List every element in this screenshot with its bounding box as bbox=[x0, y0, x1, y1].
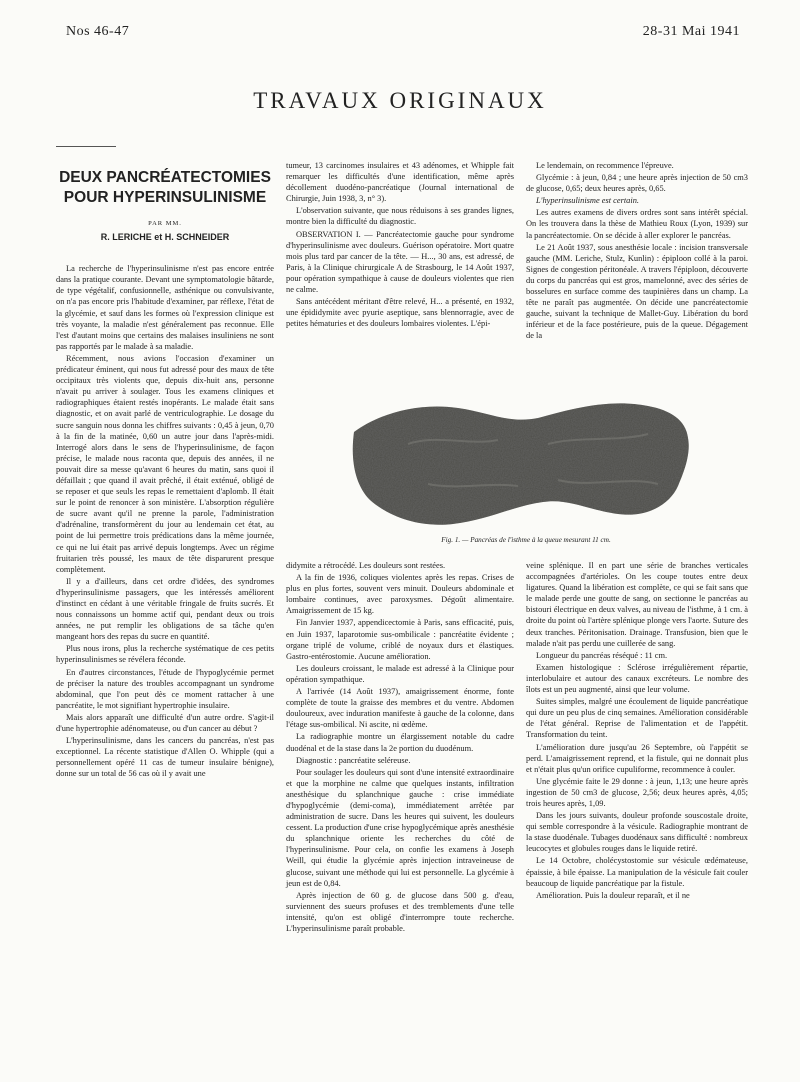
paragraph: L'hyperinsulinisme, dans les cancers du pancréas, n'est pas exceptionnel. La récente statistique d'Allen O. Whipple (qui a personnellement opéré 11 cas de tumeur insulaire bénigne), donne sur un total de 56 cas où il y avait une bbox=[56, 736, 274, 779]
figure-caption: Fig. 1. — Pancréas de l'isthme à la queue mesurant 11 cm. bbox=[441, 536, 611, 544]
paragraph: Longueur du pancréas réséqué : 11 cm. bbox=[536, 650, 668, 660]
column-1 bbox=[56, 168, 274, 781]
article-title-line-2: POUR HYPERINSULINISME bbox=[63, 189, 267, 206]
paragraph: Récemment, nous avions l'occasion d'examiner un prédicateur éminent, qui nous fut adressé pour des maux de tête occipitaux très violents que, depuis dix-huit ans, personne n'avait pu arriver à soulager. Tous les examens cliniques et radiographiques étaient restés inopérants. Le malade était sans diagnostic, et on avait parlé de ventriculographie. Le dosage du sucre sanguin nous donna les chiffres suivants : 0,45 à jeun, 0,70 à la fin de la matinée, 0,60 un autre jour dans l'après-midi. Interrogé alors dans le sens de l'hyperinsulinisme, de façon précise, le malade nous raconta que, depuis des années, il ne pouvait dire sa messe qu'avant 6 heures du matin, sans quoi il défaillait ; que quand il avait prêché, il était exténué, obligé de se reposer et que seuls les repas le remettaient d'aplomb. Il était sur le point de renoncer à son ministère. L'absorption régulière de sucre avant qu'il ne prenne la parole, l'administration d'adrénaline, transformèrent du jour au lendemain cet état, au point de lui permettre trois prédications dans la même journée, ce qui ne lui était pas arrivé depuis longtemps. Avec un régime fruitarien très poussé, les maux de tête disparurent presque complètement. bbox=[56, 353, 274, 574]
authors: R. LERICHE et H. SCHNEIDER bbox=[100, 232, 230, 243]
paragraph: Dans les jours suivants, douleur profonde souscostale droite, qui semble correspondre à la vésicule. Radiographie montrant de la stase duodénale. Tubages duodénaux sans difficulté : nombreux leucocytes et globules rouges dans le liquide retiré. bbox=[526, 811, 748, 854]
paragraph: Pour soulager les douleurs qui sont d'une intensité extraordinaire et que la morphine ne calme que quelques instants, infiltration anesthésique du splanchnique gauche : crise immédiate d'hypoglycémie (demi-coma), immédiatement arrêtée par administration de sucre. Dans les heures qui suivent, les douleurs cessent. La production d'une crise hypoglycémique après anesthésie du splanchnique oriente les recherches du côté de l'hyperinsulinisme. Pour cela, on confie les examens à Joseph Weill, qui étudie la glycémie après injection intraveineuse de glucose, suivant une méthode qui lui est personnelle. La glycémie à jeun est de 0,84. bbox=[286, 767, 514, 888]
paragraph: En d'autres circonstances, l'étude de l'hypoglycémie permet de préciser la nature des troubles accompagnant un syndrome abdominal, que l'on peut dès ce moment rattacher à une pancréatite, le mot signifiant hypertrophie insulaire. bbox=[56, 667, 274, 710]
paragraph: Le 21 Août 1937, sous anesthésie locale : incision transversale gauche (MM. Leriche, Stulz, Kunlin) : épiploon collé à la paroi. Signes de congestion péritonéale. A travers l'épiploon, découverte du corps du pancréas qui est gros, mamelonné, avec des séries de bosselures en surface comme des taupinières dans un champ. La tête ne paraît pas augmentée. On décide une pancréatectomie gauche, suivant la technique de Mallet-Guy. Libération du bord inférieur et de la face postérieure, puis de la queue. Dégagement de la bbox=[526, 242, 748, 341]
paragraph: Glycémie : à jeun, 0,84 ; une heure après injection de 50 cm3 de glucose, 0,65; deux heures après, 0,65. bbox=[526, 173, 748, 194]
paragraph: L'observation suivante, que nous réduisons à ses grandes lignes, montre bien la difficulté du diagnostic. bbox=[286, 206, 514, 227]
issue-date: 28-31 Mai 1941 bbox=[642, 24, 740, 39]
paragraph: La radiographie montre un élargissement notable du cadre duodénal et de la stase dans la 2e portion du duodénum. bbox=[286, 732, 514, 753]
article-title bbox=[56, 168, 274, 208]
paragraph: Fin Janvier 1937, appendicectomie à Paris, sans efficacité, puis, en Juin 1937, laparotomie sus-ombilicale : pancréatite évidente ; organe triplé de volume, criblé de noyaux durs et élastiques. Gastro-entérostomie. Aucune amélioration. bbox=[286, 618, 514, 661]
paragraph: L'hyperinsulinisme est certain. bbox=[536, 196, 639, 206]
issue-number: Nos 46-47 bbox=[66, 24, 130, 39]
column-3-bottom bbox=[526, 560, 748, 902]
article-title-line-1: DEUX PANCRÉATECTOMIES bbox=[59, 169, 271, 186]
pancreas-photo bbox=[348, 394, 693, 532]
observation-heading: OBSERVATION I. — Pancréatectomie gauche pour syndrome d'hyperinsulinisme avec douleurs. Guérison opératoire. Mort quatre mois plus tard par cancer de la tête. — H..., 30 ans, est adressé, de Paris, à la Clinique chirurgicale A de Strasbourg, le 14 Août 1937, pour opération sympathique à cause de douleurs violentes que rien ne calme. bbox=[286, 229, 514, 295]
paragraph: Diagnostic : pancréatite seléreuse. bbox=[296, 755, 411, 765]
paragraph: didymite a rétrocédé. Les douleurs sont restées. bbox=[286, 561, 446, 570]
paragraph: Examen histologique : Sclérose irrégulièrement répartie, interlobulaire et autour des canaux excréteurs. Le nombre des îlots est un peu augmenté, ainsi que leur volume. bbox=[526, 662, 748, 695]
paragraph: Plus nous irons, plus la recherche systématique de ces petits hyperinsulinismes se révélera féconde. bbox=[56, 644, 274, 665]
pancreas-texture bbox=[353, 403, 689, 524]
paragraph: Amélioration. Puis la douleur reparaît, et il ne bbox=[536, 890, 690, 900]
paragraph: tumeur, 13 carcinomes insulaires et 43 adénomes, et Whipple fait remarquer les difficultés d'une identification, même après décollement duodéno-pancréatique (Journal international de Chirurgie, Juin 1938, 3, n° 3). bbox=[286, 161, 514, 204]
paragraph: Après injection de 60 g. de glucose dans 500 g. d'eau, surviennent des sueurs profuses et des tremblements d'une telle intensité, qu'on est obligé d'interrompre toute recherche. L'hyperinsulinisme paraît probable. bbox=[286, 890, 514, 933]
column-3-top bbox=[526, 160, 748, 343]
paragraph: Le lendemain, on recommence l'épreuve. bbox=[536, 161, 674, 170]
section-title: TRAVAUX ORIGINAUX bbox=[253, 88, 547, 113]
paragraph: Les autres examens de divers ordres sont sans intérêt spécial. On les trouvera dans la thèse de Mathieu Roux (Lyon, 1939) sur la pancréatectomie. On se décide à aller explorer le pancréas. bbox=[526, 208, 748, 240]
paragraph: La recherche de l'hyperinsulinisme n'est pas encore entrée dans la pratique courante. Devant une symptomatologie bâtarde, de type végétalif, confusionnelle, asthénique ou convulsivante, on n'a pas encore pris l'habitude d'examiner, par réflexe, l'état de la glycémie, et sauf dans les formes où l'expression clinique est très voyante, la maladie n'est généralement pas reconnue. Elle l'est d'autant moins que certains des malaises insuliniens ne sont pas rapportés par le malade à sa maladie. bbox=[56, 264, 274, 351]
paragraph: A l'arrivée (14 Août 1937), amaigrissement énorme, fonte complète de toute la graisse des membres et du ventre. Abdomen douloureux, avec induration manifeste à gauche de la colonne, dans l'étage sus-ombilical. Ni ascite, ni œdème. bbox=[286, 687, 514, 730]
column-2-top bbox=[286, 160, 514, 330]
pancreas-photo-image bbox=[348, 394, 693, 532]
paragraph: Les douleurs croissant, le malade est adressé à la Clinique pour opération sympathique. bbox=[286, 663, 514, 684]
paragraph: Suites simples, malgré une écoulement de liquide pancréatique qui dure un peu plus de cinq semaines. Amélioration considérable de l'état général. Reprise de l'alimentation et de l'appétit. Transformation du teint. bbox=[526, 697, 748, 740]
paragraph: Mais alors apparaît une difficulté d'un autre ordre. S'agit-il d'une hypertrophie adénomateuse, ou d'un cancer au début ? bbox=[56, 712, 274, 734]
paragraph: Une glycémie faite le 29 donne : à jeun, 1,13; une heure après ingestion de 50 cm3 de glucose, 2,56; deux heures après, 4,05; trois heures après, 1,09. bbox=[526, 776, 748, 808]
paragraph: Sans antécédent méritant d'être relevé, H... a présenté, en 1932, une épididymite avec pyurie aseptique, sans blennorragie, avec de petites hématuries et des douleurs lombaires violentes. L'épi- bbox=[286, 297, 514, 329]
paragraph: L'amélioration dure jusqu'au 26 Septembre, où l'appétit se perd. L'amaigrissement reprend, et la fistule, qui ne donnait plus et n'était plus qu'un orifice cupuliforme, recommence à couler. bbox=[526, 742, 748, 774]
paragraph: veine splénique. Il en part une série de branches verticales accompagnées d'artérioles. On les coupe toutes entre deux ligatures. Quand la libération est complète, ce qui se fait sans que le malade perde une goutte de sang, on sectionne le pancréas au bistouri électrique en deux valves, au niveau de l'isthme, à 1 cm. à droite du point où l'artère splénique plonge vers l'aorte. Suture des deux tranches. Péritonisation. Drainage. Transfusion, bien que le malade n'ait pas perdu une cuillerée de sang. bbox=[526, 561, 748, 648]
paragraph: A la fin de 1936, coliques violentes après les repas. Crises de plus en plus fortes, souvent vers minuit. Douleurs abdominale et lombaire continues, avec paroxysmes. Dégoût alimentaire. Amaigrissement de 15 kg. bbox=[286, 573, 514, 616]
paragraph: Il y a d'ailleurs, dans cet ordre d'idées, des syndromes d'hyperinsulinisme passagers, que les intéressés améliorent d'instinct en cédant à une véritable fringale de fruits sucrés. Et nous connaissons un homme actif qui, pendant deux ou trois années, ne put remplir les obligations de sa tâche qu'en mangeant hors des repas du sucre en quantité. bbox=[56, 576, 274, 642]
paragraph: Le 14 Octobre, cholécystostomie sur vésicule œdémateuse, épaissie, à bile épaisse. La manipulation de la vésicule fait couler beaucoup de liquide pancréatique par la fistule. bbox=[526, 856, 748, 888]
column-2-bottom bbox=[286, 560, 514, 935]
divider bbox=[56, 146, 116, 147]
byline-par: PAR MM. bbox=[148, 220, 182, 227]
